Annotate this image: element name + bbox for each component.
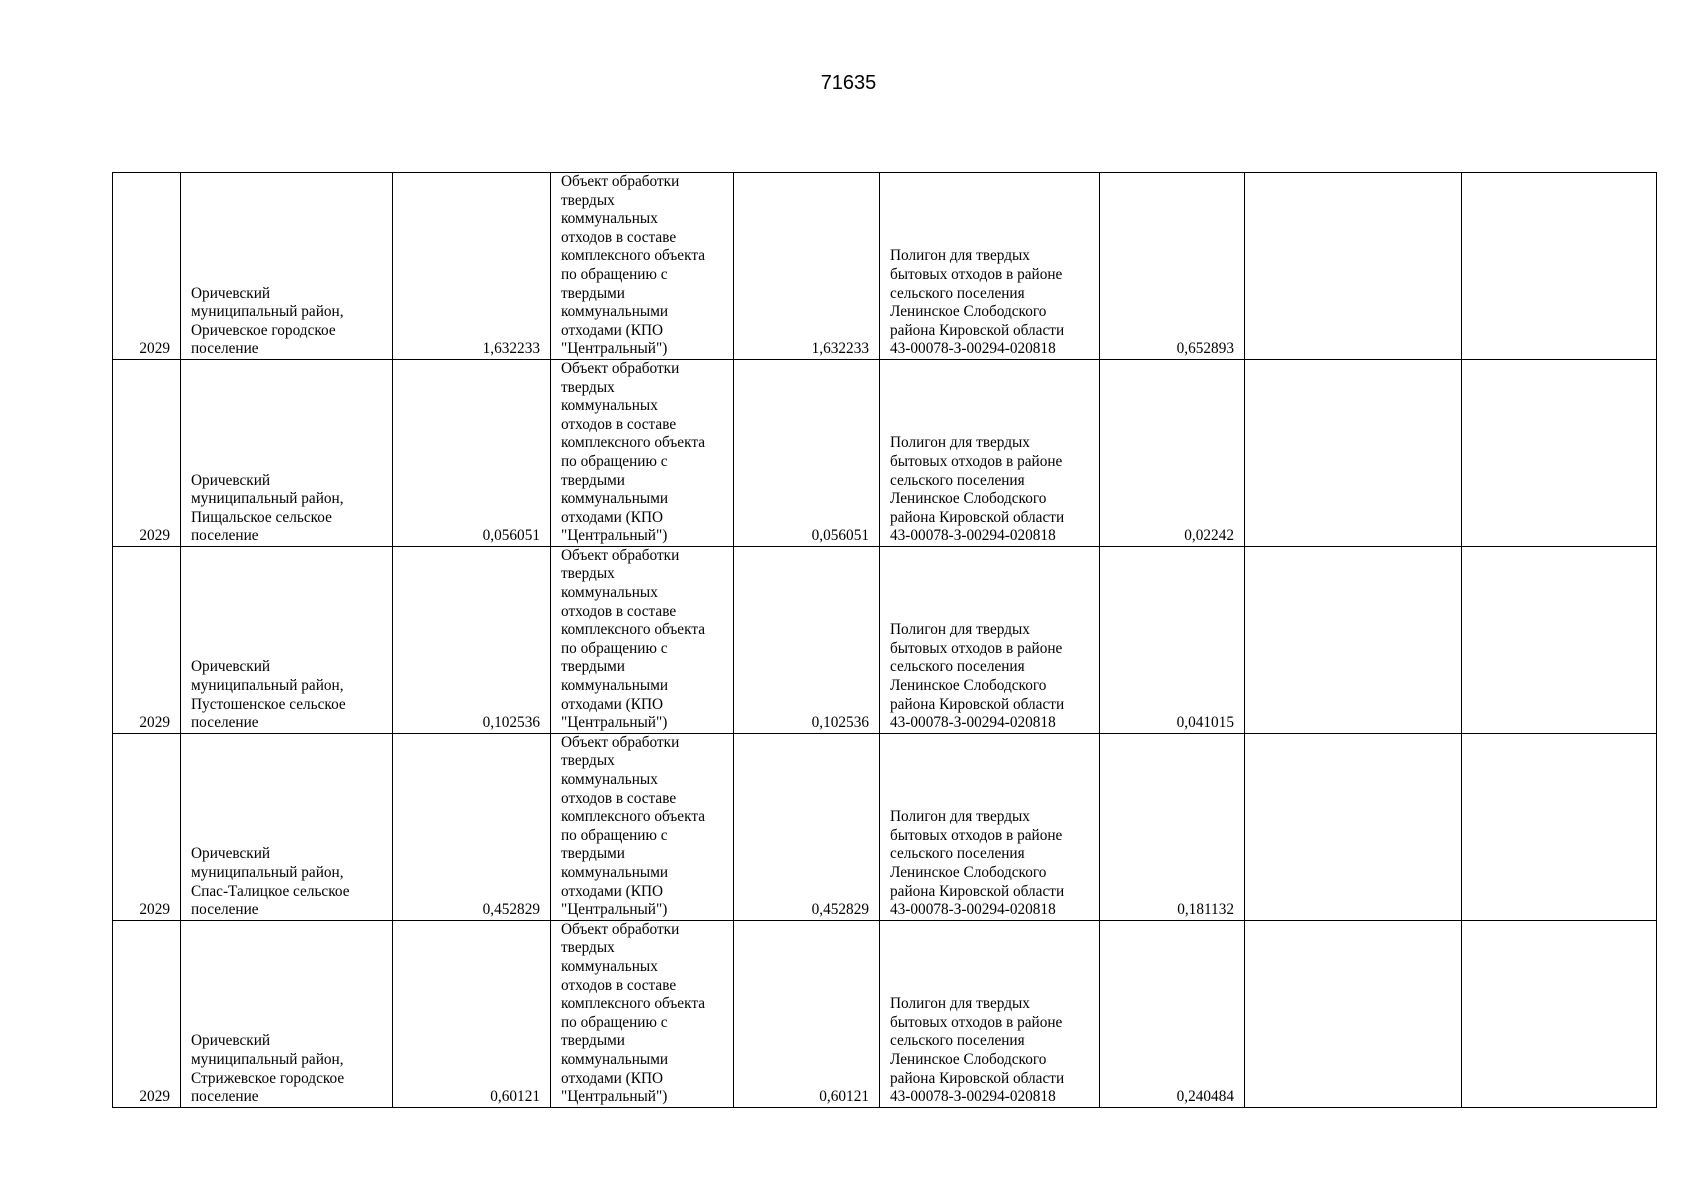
landfill-cell: Полигон для твердых бытовых отходов в районе сельского поселения Ленинское Слободского района Кировской области 43-00078-З-00294-020818 — [880, 173, 1100, 360]
amount-generated-cell: 1,632233 — [393, 173, 551, 360]
facility-cell: Объект обработки твердых коммунальных отходов в составе комплексного объекта по обращению с твердыми коммунальными отходами (КПО "Центральный") — [551, 920, 734, 1107]
amount-processed-cell: 0,102536 — [734, 546, 880, 733]
landfill-cell: Полигон для твердых бытовых отходов в районе сельского поселения Ленинское Слободского района Кировской области 43-00078-З-00294-020818 — [880, 546, 1100, 733]
year-cell: 2029 — [113, 173, 181, 360]
municipality-cell: Оричевский муниципальный район, Спас-Талицкое сельское поселение — [181, 733, 393, 920]
amount-generated-cell: 0,102536 — [393, 546, 551, 733]
empty-cell — [1462, 733, 1657, 920]
empty-cell — [1245, 173, 1462, 360]
year-cell: 2029 — [113, 546, 181, 733]
facility-cell: Объект обработки твердых коммунальных отходов в составе комплексного объекта по обращению с твердыми коммунальными отходами (КПО "Центральный") — [551, 733, 734, 920]
facility-cell: Объект обработки твердых коммунальных отходов в составе комплексного объекта по обращению с твердыми коммунальными отходами (КПО "Центральный") — [551, 359, 734, 546]
landfill-cell: Полигон для твердых бытовых отходов в районе сельского поселения Ленинское Слободского района Кировской области 43-00078-З-00294-020818 — [880, 920, 1100, 1107]
table-body — [113, 173, 1657, 1108]
empty-cell — [1462, 546, 1657, 733]
empty-cell — [1462, 920, 1657, 1107]
empty-cell — [1462, 173, 1657, 360]
table-row — [113, 733, 1657, 920]
municipality-cell: Оричевский муниципальный район, Стрижевское городское поселение — [181, 920, 393, 1107]
table-row — [113, 173, 1657, 360]
empty-cell — [1462, 359, 1657, 546]
amount-generated-cell: 0,056051 — [393, 359, 551, 546]
municipality-cell: Оричевский муниципальный район, Пустошенское сельское поселение — [181, 546, 393, 733]
year-cell: 2029 — [113, 359, 181, 546]
table-row — [113, 546, 1657, 733]
amount-landfilled-cell: 0,240484 — [1100, 920, 1245, 1107]
amount-processed-cell: 0,60121 — [734, 920, 880, 1107]
page-number: 71635 — [820, 72, 877, 94]
amount-landfilled-cell: 0,02242 — [1100, 359, 1245, 546]
amount-landfilled-cell: 0,652893 — [1100, 173, 1245, 360]
landfill-cell: Полигон для твердых бытовых отходов в районе сельского поселения Ленинское Слободского района Кировской области 43-00078-З-00294-020818 — [880, 733, 1100, 920]
landfill-cell: Полигон для твердых бытовых отходов в районе сельского поселения Ленинское Слободского района Кировской области 43-00078-З-00294-020818 — [880, 359, 1100, 546]
table-row — [113, 920, 1657, 1107]
amount-processed-cell: 0,056051 — [734, 359, 880, 546]
empty-cell — [1245, 920, 1462, 1107]
amount-generated-cell: 0,452829 — [393, 733, 551, 920]
amount-processed-cell: 0,452829 — [734, 733, 880, 920]
amount-generated-cell: 0,60121 — [393, 920, 551, 1107]
year-cell: 2029 — [113, 733, 181, 920]
amount-processed-cell: 1,632233 — [734, 173, 880, 360]
municipality-cell: Оричевский муниципальный район, Оричевское городское поселение — [181, 173, 393, 360]
empty-cell — [1245, 733, 1462, 920]
facility-cell: Объект обработки твердых коммунальных отходов в составе комплексного объекта по обращению с твердыми коммунальными отходами (КПО "Центральный") — [551, 546, 734, 733]
amount-landfilled-cell: 0,041015 — [1100, 546, 1245, 733]
table-row — [113, 359, 1657, 546]
year-cell: 2029 — [113, 920, 181, 1107]
municipality-cell: Оричевский муниципальный район, Пищальское сельское поселение — [181, 359, 393, 546]
waste-flow-table — [112, 172, 1657, 1108]
empty-cell — [1245, 546, 1462, 733]
facility-cell: Объект обработки твердых коммунальных отходов в составе комплексного объекта по обращению с твердыми коммунальными отходами (КПО "Центральный") — [551, 173, 734, 360]
amount-landfilled-cell: 0,181132 — [1100, 733, 1245, 920]
empty-cell — [1245, 359, 1462, 546]
